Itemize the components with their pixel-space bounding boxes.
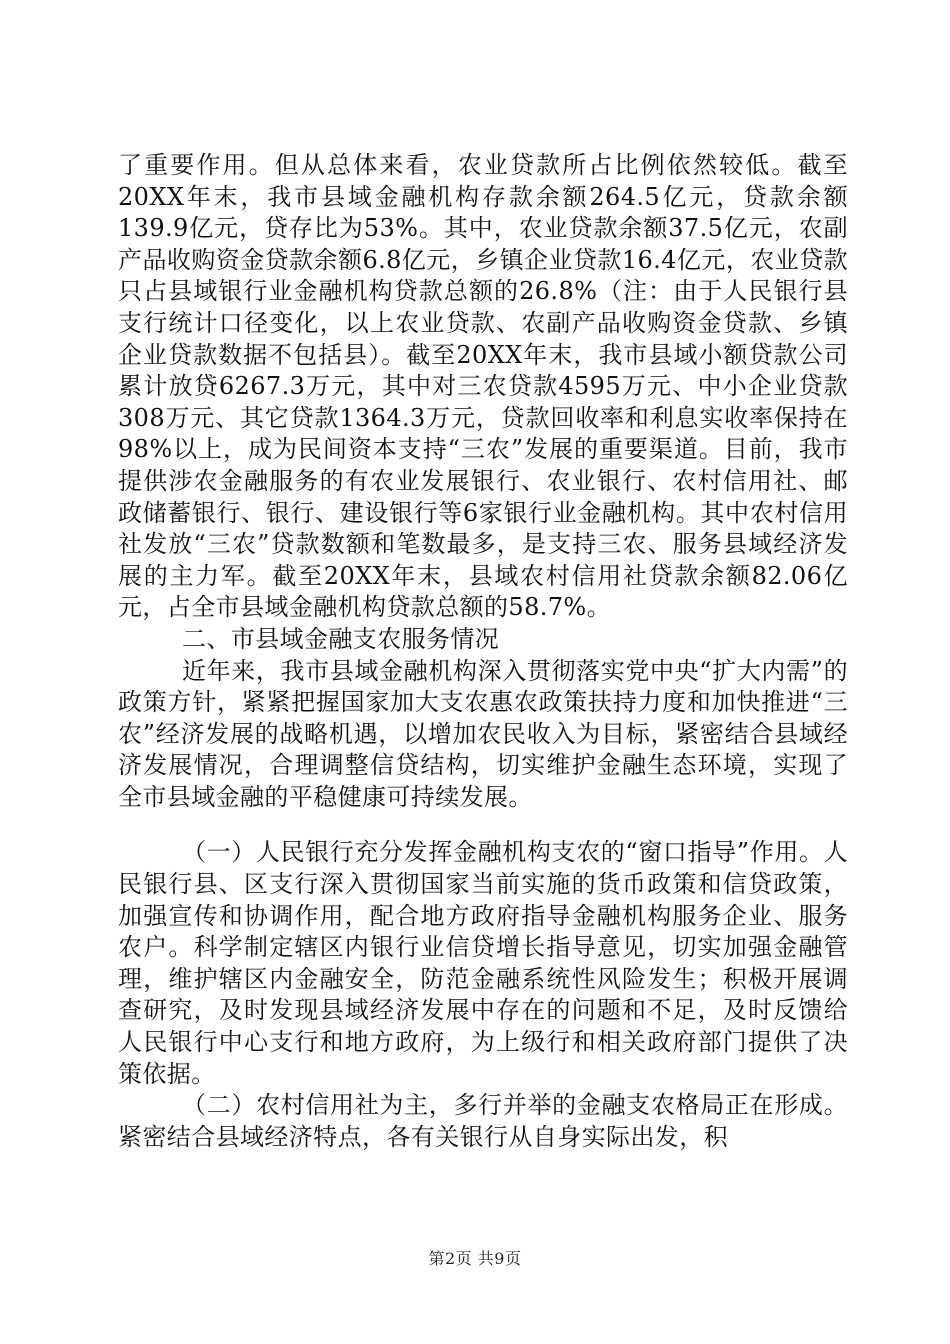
section-heading-2: 二、市县域金融支农服务情况 (182, 624, 500, 653)
paragraph-spacer (118, 813, 848, 837)
paragraph-overview: 近年来，我市县域金融机构深入贯彻落实党中央“扩大内需”的政策方针，紧紧把握国家加大支农惠农政策扶持力度和加快推进“三农”经济发展的战略机遇，以增加农民收入为目标，紧密结合县域经济发展情况，合理调整信贷结构，切实维护金融生态环境，实现了全市县域金融的平稳健康可持续发展。 (118, 656, 848, 811)
document-body (118, 150, 848, 1153)
paragraph-pbc-guidance: （一）人民银行充分发挥金融机构支农的“窗口指导”作用。人民银行县、区支行深入贯彻国家当前实施的货币政策和信贷政策，加强宣传和协调作用，配合地方政府指导金融机构服务企业、服务农户。科学制定辖区内银行业信贷增长指导意见，切实加强金融管理，维护辖区内金融安全，防范金融系统性风险发生；积极开展调查研究，及时发现县域经济发展中存在的问题和不足，及时反馈给人民银行中心支行和地方政府，为上级行和相关政府部门提供了决策依据。 (118, 838, 848, 1088)
paragraph-loan-statistics: 了重要作用。但从总体来看，农业贷款所占比例依然较低。截至20XX年末，我市县域金融机构存款余额264.5亿元，贷款余额139.9亿元，贷存比为53%。其中，农业贷款余额37.5亿元，农副产品收购资金贷款余额6.8亿元，乡镇企业贷款16.4亿元，农业贷款只占县域银行业金融机构贷款总额的26.8%（注：由于人民银行县支行统计口径变化，以上农业贷款、农副产品收购资金贷款、乡镇企业贷款数据不包括县）。截至20XX年末，我市县域小额贷款公司累计放贷6267.3万元，其中对三农贷款4595万元、中小企业贷款308万元、其它贷款1364.3万元，贷款回收率和利息实收率保持在98%以上，成为民间资本支持“三农”发展的重要渠道。目前，我市提供涉农金融服务的有农业发展银行、农业银行、农村信用社、邮政储蓄银行、银行、建设银行等6家银行业金融机构。其中农村信用社发放“三农”贷款数额和笔数最多，是支持三农、服务县域经济发展的主力军。截至20XX年末，县域农村信用社贷款余额82.06亿元，占全市县域金融机构贷款总额的58.7%。 (118, 151, 848, 622)
page-footer: 第2页 共9页 (428, 1249, 522, 1268)
paragraph-rural-credit: （二）农村信用社为主，多行并举的金融支农格局正在形成。紧密结合县域经济特点，各有关银行从自身实际出发，积 (118, 1091, 848, 1151)
